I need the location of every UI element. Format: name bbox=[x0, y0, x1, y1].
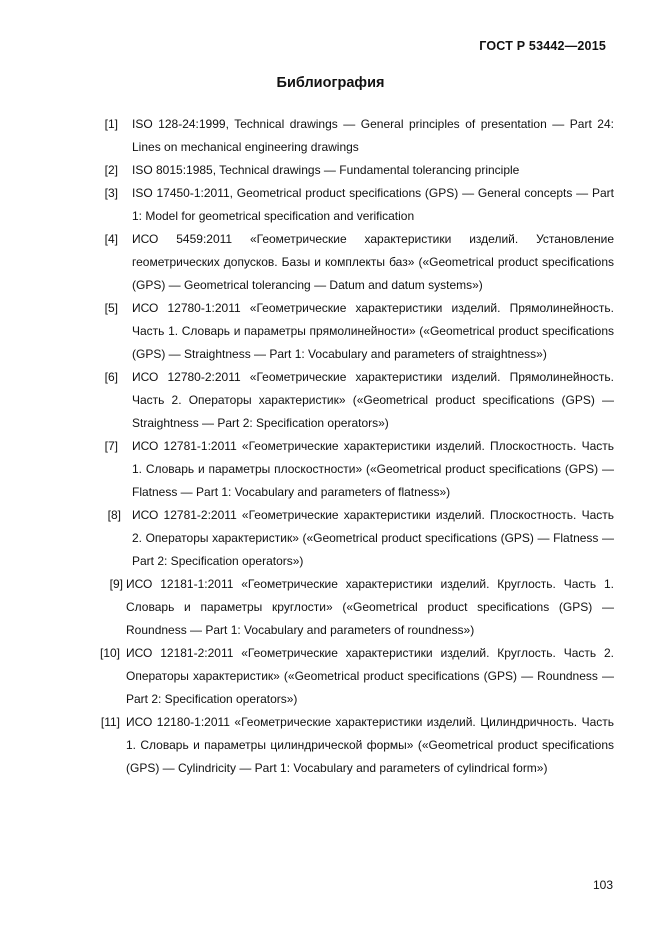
bibliography-entry bbox=[0, 642, 661, 711]
entry-number: [2] bbox=[104, 163, 118, 177]
bibliography-entry bbox=[0, 113, 661, 159]
entry-number: [9] bbox=[109, 577, 123, 591]
entry-number: [5] bbox=[104, 301, 118, 315]
entry-text: ISO 8015:1985, Technical drawings — Fundamental tolerancing principle bbox=[132, 163, 520, 177]
bibliography-entry bbox=[0, 435, 661, 504]
page-number: 103 bbox=[592, 878, 613, 892]
bibliography-entry bbox=[0, 297, 661, 366]
bibliography-list bbox=[0, 113, 661, 780]
entry-text: ИСО 12781-2:2011 «Геометрические характеристики изделий. Плоскостность. Часть 2. Операторы характеристик» («Geometrical product specifications (GPS) — Flatness — Part 2: Specification operators») bbox=[132, 508, 614, 568]
page-title: Библиография bbox=[276, 75, 385, 91]
entry-text: ISO 17450-1:2011, Geometrical product specifications (GPS) — General concepts — Part 1: Model for geometrical specification and verification bbox=[132, 186, 614, 223]
bibliography-entry bbox=[0, 366, 661, 435]
entry-number: [1] bbox=[104, 117, 118, 131]
entry-number: [6] bbox=[104, 370, 118, 384]
entry-number: [4] bbox=[104, 232, 118, 246]
entry-text: ИСО 12180-1:2011 «Геометрические характеристики изделий. Цилиндричность. Часть 1. Словарь и параметры цилиндрической формы» («Geometrical product specifications (GPS) — Cylindricity — Part 1: Vocabulary and parameters of cylindrical form») bbox=[126, 715, 614, 775]
bibliography-entry bbox=[0, 159, 661, 182]
entry-text: ИСО 12780-2:2011 «Геометрические характеристики изделий. Прямолинейность. Часть 2. Операторы характеристик» («Geometrical product specifications (GPS) — Straightness — Part 2: Specification operators») bbox=[132, 370, 614, 430]
entry-text: ИСО 5459:2011 «Геометрические характеристики изделий. Установление геометрических допусков. Базы и комплекты баз» («Geometrical product specifications (GPS) — Geometrical tolerancing — Datum and datum systems») bbox=[132, 232, 614, 292]
entry-number: [11] bbox=[100, 715, 120, 729]
entry-text: ISO 128-24:1999, Technical drawings — General principles of presentation — Part 24: Lines on mechanical engineering drawings bbox=[132, 117, 614, 154]
entry-text: ИСО 12781-1:2011 «Геометрические характеристики изделий. Плоскостность. Часть 1. Словарь и параметры плоскостности» («Geometrical product specifications (GPS) — Flatness — Part 1: Vocabulary and parameters of flatness») bbox=[132, 439, 614, 499]
entry-text: ИСО 12181-1:2011 «Геометрические характеристики изделий. Круглость. Часть 1. Словарь и параметры круглости» («Geometrical product specifications (GPS) — Roundness — Part 1: Vocabulary and parameters of roundness») bbox=[126, 577, 614, 637]
entry-text: ИСО 12780-1:2011 «Геометрические характеристики изделий. Прямолинейность. Часть 1. Словарь и параметры прямолинейности» («Geometrical product specifications (GPS) — Straightness — Part 1: Vocabulary and parameters of straightness») bbox=[132, 301, 614, 361]
entry-number: [7] bbox=[104, 439, 118, 453]
bibliography-entry bbox=[0, 573, 661, 642]
document-standard-id: ГОСТ Р 53442—2015 bbox=[479, 39, 606, 53]
entry-number: [3] bbox=[104, 186, 118, 200]
bibliography-entry bbox=[0, 182, 661, 228]
bibliography-entry bbox=[0, 711, 661, 780]
entry-number: [8] bbox=[107, 508, 121, 522]
entry-number: [10] bbox=[99, 646, 120, 660]
bibliography-entry bbox=[0, 504, 661, 573]
bibliography-entry bbox=[0, 228, 661, 297]
entry-text: ИСО 12181-2:2011 «Геометрические характеристики изделий. Круглость. Часть 2. Операторы характеристик» («Geometrical product specifications (GPS) — Roundness — Part 2: Specification operators») bbox=[126, 646, 614, 706]
